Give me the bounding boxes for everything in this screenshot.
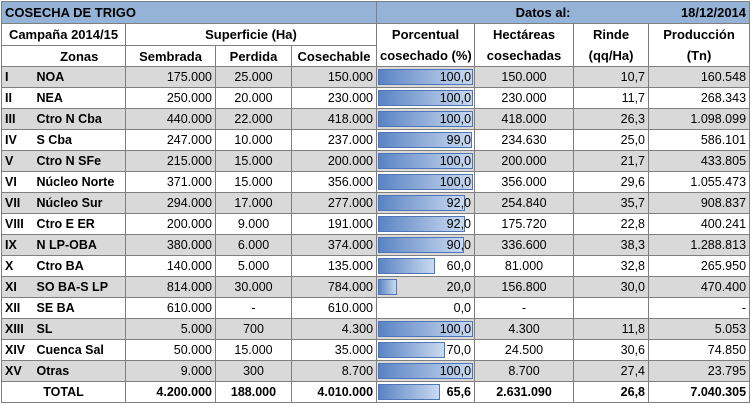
perdida-cell: 6.000 <box>216 235 292 256</box>
total-hectareas: 2.631.090 <box>475 382 574 403</box>
harvest-table <box>1 1 750 403</box>
perdida-cell: 9.000 <box>216 214 292 235</box>
produccion-cell: 23.795 <box>649 361 750 382</box>
rinde-cell: 38,3 <box>574 235 649 256</box>
zone-number: XV <box>2 361 34 382</box>
produccion-cell: 433.805 <box>649 151 750 172</box>
zone-name: N LP-OBA <box>34 235 126 256</box>
hectareas-cell: 8.700 <box>475 361 574 382</box>
pct-cell <box>377 214 475 235</box>
zone-number: I <box>2 67 34 88</box>
campaign-header: Campaña 2014/15 <box>2 24 126 46</box>
produccion-header: Producción <box>649 24 750 46</box>
hectareas-cell: 150.000 <box>475 67 574 88</box>
zone-number: IV <box>2 130 34 151</box>
sembrada-cell: 5.000 <box>126 319 216 340</box>
pct-value: 100,0 <box>439 91 472 105</box>
pct-value: 92,0 <box>446 217 472 231</box>
hectareas-cell: 418.000 <box>475 109 574 130</box>
produccion-cell: 1.055.473 <box>649 172 750 193</box>
hectareas-cell: 200.000 <box>475 151 574 172</box>
pct-cell <box>377 109 475 130</box>
table-row <box>2 235 750 256</box>
hectareas-cell: 356.000 <box>475 172 574 193</box>
pct-cell <box>377 88 475 109</box>
hectareas-cell: 336.600 <box>475 235 574 256</box>
zone-name: SL <box>34 319 126 340</box>
pct-cell <box>377 277 475 298</box>
cosechable-cell: 237.000 <box>292 130 377 151</box>
zone-name: Ctro E ER <box>34 214 126 235</box>
pct-cell <box>377 256 475 277</box>
total-label: TOTAL <box>2 382 126 403</box>
zone-number: V <box>2 151 34 172</box>
sembrada-cell: 814.000 <box>126 277 216 298</box>
pct-value: 0,0 <box>453 301 472 315</box>
produccion-cell: 5.053 <box>649 319 750 340</box>
sembrada-cell: 610.000 <box>126 298 216 319</box>
total-perdida: 188.000 <box>216 382 292 403</box>
cosechable-cell: 356.000 <box>292 172 377 193</box>
zone-number: III <box>2 109 34 130</box>
rinde-cell: 10,7 <box>574 67 649 88</box>
table-row <box>2 88 750 109</box>
table-row <box>2 277 750 298</box>
hectareas-cell: 230.000 <box>475 88 574 109</box>
rinde-cell: 11,8 <box>574 319 649 340</box>
cosechable-cell: 4.300 <box>292 319 377 340</box>
header-row-2 <box>2 46 750 67</box>
cosechable-cell: 150.000 <box>292 67 377 88</box>
total-cosechable: 4.010.000 <box>292 382 377 403</box>
sembrada-cell: 175.000 <box>126 67 216 88</box>
produccion-cell: 908.837 <box>649 193 750 214</box>
table-row <box>2 340 750 361</box>
zone-name: SE BA <box>34 298 126 319</box>
zone-name: SO BA-S LP <box>34 277 126 298</box>
pct-cell <box>377 193 475 214</box>
hectareas-cell: 4.300 <box>475 319 574 340</box>
table-row <box>2 214 750 235</box>
cosechable-cell: 191.000 <box>292 214 377 235</box>
table-row <box>2 130 750 151</box>
perdida-cell: 700 <box>216 319 292 340</box>
total-sembrada: 4.200.000 <box>126 382 216 403</box>
cosechable-cell: 200.000 <box>292 151 377 172</box>
produccion-cell: 1.098.099 <box>649 109 750 130</box>
pct-value: 100,0 <box>439 112 472 126</box>
zone-number: XI <box>2 277 34 298</box>
zonas-header: Zonas <box>34 46 126 67</box>
pct-cell <box>377 172 475 193</box>
pct-value: 70,0 <box>446 343 472 357</box>
produccion-subheader: (Tn) <box>649 46 750 67</box>
pct-cell <box>377 130 475 151</box>
rinde-cell: 25,0 <box>574 130 649 151</box>
table-row <box>2 193 750 214</box>
hectareas-subheader: cosechadas <box>475 46 574 67</box>
rinde-cell: 27,4 <box>574 361 649 382</box>
produccion-cell: 265.950 <box>649 256 750 277</box>
produccion-cell: 470.400 <box>649 277 750 298</box>
perdida-cell: 300 <box>216 361 292 382</box>
perdida-cell: 15.000 <box>216 151 292 172</box>
zone-number: VIII <box>2 214 34 235</box>
hectareas-cell: 234.630 <box>475 130 574 151</box>
perdida-header: Perdida <box>216 46 292 67</box>
total-row <box>2 382 750 403</box>
pct-value: 99,0 <box>446 133 472 147</box>
zone-name: NOA <box>34 67 126 88</box>
produccion-cell: - <box>649 298 750 319</box>
pct-cell <box>377 319 475 340</box>
pct-value: 100,0 <box>439 154 472 168</box>
perdida-cell: 25.000 <box>216 67 292 88</box>
pct-value: 20,0 <box>446 280 472 294</box>
perdida-cell: 17.000 <box>216 193 292 214</box>
cosechable-cell: 277.000 <box>292 193 377 214</box>
pct-value: 60,0 <box>446 259 472 273</box>
cosechable-cell: 135.000 <box>292 256 377 277</box>
pct-value: 92,0 <box>446 196 472 210</box>
zone-name: Cuenca Sal <box>34 340 126 361</box>
rinde-cell: 21,7 <box>574 151 649 172</box>
zone-name: Ctro N Cba <box>34 109 126 130</box>
pct-value: 65,6 <box>446 385 472 399</box>
produccion-cell: 1.288.813 <box>649 235 750 256</box>
perdida-cell: 20.000 <box>216 88 292 109</box>
zone-name: NEA <box>34 88 126 109</box>
sembrada-cell: 380.000 <box>126 235 216 256</box>
sembrada-cell: 250.000 <box>126 88 216 109</box>
table-row <box>2 151 750 172</box>
zone-number: VII <box>2 193 34 214</box>
pct-cell <box>377 298 475 319</box>
sembrada-cell: 294.000 <box>126 193 216 214</box>
rinde-cell <box>574 298 649 319</box>
cosechable-cell: 374.000 <box>292 235 377 256</box>
zone-name: Ctro N SFe <box>34 151 126 172</box>
perdida-cell: 15.000 <box>216 340 292 361</box>
sembrada-cell: 215.000 <box>126 151 216 172</box>
pct-value: 100,0 <box>439 70 472 84</box>
zone-number: IX <box>2 235 34 256</box>
total-rinde: 26,8 <box>574 382 649 403</box>
table-row <box>2 298 750 319</box>
zone-name: Otras <box>34 361 126 382</box>
zone-number: XII <box>2 298 34 319</box>
zone-number: X <box>2 256 34 277</box>
num-header <box>2 46 34 67</box>
zone-name: S Cba <box>34 130 126 151</box>
table-row <box>2 109 750 130</box>
zone-name: Núcleo Sur <box>34 193 126 214</box>
table-row <box>2 361 750 382</box>
pct-value: 100,0 <box>439 364 472 378</box>
table-row <box>2 319 750 340</box>
zone-number: II <box>2 88 34 109</box>
date-label: Datos al: <box>377 2 574 24</box>
perdida-cell: 5.000 <box>216 256 292 277</box>
cosechable-cell: 784.000 <box>292 277 377 298</box>
sembrada-cell: 247.000 <box>126 130 216 151</box>
pct-cell <box>377 235 475 256</box>
table-row <box>2 172 750 193</box>
pct-cell <box>377 382 475 403</box>
cosechable-cell: 418.000 <box>292 109 377 130</box>
pct-cell <box>377 67 475 88</box>
hectareas-cell: 156.800 <box>475 277 574 298</box>
porcentual-header: Porcentual <box>377 24 475 46</box>
hectareas-cell: 175.720 <box>475 214 574 235</box>
hectareas-cell: - <box>475 298 574 319</box>
rinde-cell: 26,3 <box>574 109 649 130</box>
zone-number: VI <box>2 172 34 193</box>
perdida-cell: 10.000 <box>216 130 292 151</box>
sembrada-cell: 50.000 <box>126 340 216 361</box>
pct-value: 100,0 <box>439 175 472 189</box>
zone-name: Núcleo Norte <box>34 172 126 193</box>
pct-value: 100,0 <box>439 322 472 336</box>
sembrada-cell: 371.000 <box>126 172 216 193</box>
produccion-cell: 586.101 <box>649 130 750 151</box>
zone-number: XIII <box>2 319 34 340</box>
perdida-cell: 30.000 <box>216 277 292 298</box>
pct-cell <box>377 340 475 361</box>
title-bar <box>2 2 750 24</box>
porcentual-subheader: cosechado (%) <box>377 46 475 67</box>
rinde-cell: 35,7 <box>574 193 649 214</box>
header-row-1 <box>2 24 750 46</box>
rinde-header: Rinde <box>574 24 649 46</box>
sembrada-cell: 200.000 <box>126 214 216 235</box>
pct-value: 90,0 <box>446 238 472 252</box>
sembrada-header: Sembrada <box>126 46 216 67</box>
pct-cell <box>377 151 475 172</box>
zone-name: Ctro BA <box>34 256 126 277</box>
rinde-subheader: (qq/Ha) <box>574 46 649 67</box>
rinde-cell: 30,6 <box>574 340 649 361</box>
cosechable-header: Cosechable <box>292 46 377 67</box>
produccion-cell: 74.850 <box>649 340 750 361</box>
sembrada-cell: 9.000 <box>126 361 216 382</box>
produccion-cell: 160.548 <box>649 67 750 88</box>
report-title: COSECHA DE TRIGO <box>2 2 377 24</box>
sembrada-cell: 440.000 <box>126 109 216 130</box>
rinde-cell: 22,8 <box>574 214 649 235</box>
cosechable-cell: 610.000 <box>292 298 377 319</box>
total-produccion: 7.040.305 <box>649 382 750 403</box>
perdida-cell: - <box>216 298 292 319</box>
perdida-cell: 22.000 <box>216 109 292 130</box>
rinde-cell: 32,8 <box>574 256 649 277</box>
produccion-cell: 268.343 <box>649 88 750 109</box>
perdida-cell: 15.000 <box>216 172 292 193</box>
rinde-cell: 30,0 <box>574 277 649 298</box>
cosechable-cell: 8.700 <box>292 361 377 382</box>
cosechable-cell: 230.000 <box>292 88 377 109</box>
produccion-cell: 400.241 <box>649 214 750 235</box>
hectareas-header: Hectáreas <box>475 24 574 46</box>
hectareas-cell: 254.840 <box>475 193 574 214</box>
sembrada-cell: 140.000 <box>126 256 216 277</box>
date-value: 18/12/2014 <box>574 2 750 24</box>
table-row <box>2 256 750 277</box>
superficie-header: Superficie (Ha) <box>126 24 377 46</box>
hectareas-cell: 81.000 <box>475 256 574 277</box>
rinde-cell: 29,6 <box>574 172 649 193</box>
hectareas-cell: 24.500 <box>475 340 574 361</box>
table-row <box>2 67 750 88</box>
zone-number: XIV <box>2 340 34 361</box>
cosechable-cell: 35.000 <box>292 340 377 361</box>
pct-cell <box>377 361 475 382</box>
rinde-cell: 11,7 <box>574 88 649 109</box>
